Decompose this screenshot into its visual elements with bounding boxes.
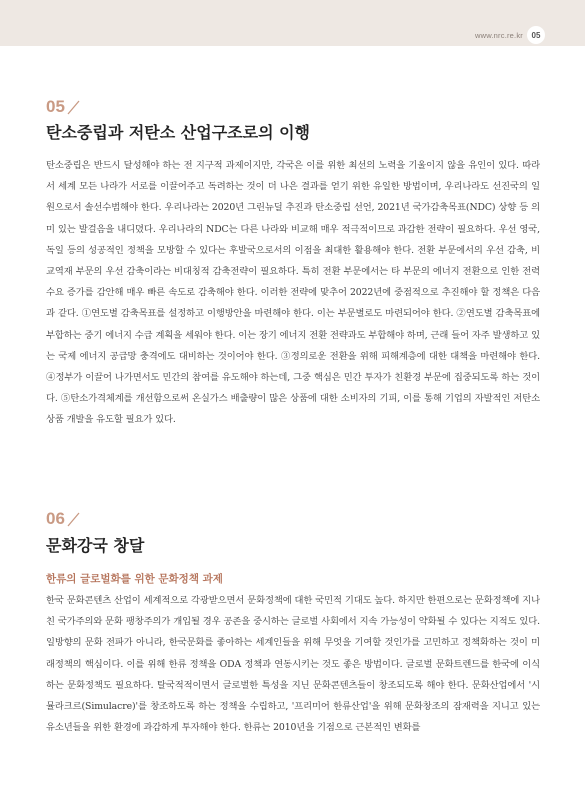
page-number-badge: 05 bbox=[527, 26, 545, 44]
slash-mark-icon bbox=[66, 511, 80, 527]
site-url[interactable]: www.nrc.re.kr bbox=[474, 31, 523, 40]
section-number-digits: 05 bbox=[46, 97, 65, 116]
section-subtitle-06: 한류의 글로벌화를 위한 문화정책 과제 bbox=[46, 573, 223, 585]
section-title-05: 탄소중립과 저탄소 산업구조로의 이행 bbox=[46, 123, 311, 142]
section-number-06 bbox=[46, 510, 80, 527]
section-number-digits: 06 bbox=[46, 509, 65, 528]
section-number-05 bbox=[46, 98, 80, 115]
section-title-06: 문화강국 창달 bbox=[46, 536, 145, 555]
slash-mark-icon bbox=[66, 99, 80, 115]
section-body-05: 탄소중립은 반드시 달성해야 하는 전 지구적 과제이지만, 각국은 이를 위한 최선의 노력을 기울이지 않을 유인이 있다. 따라서 세계 모든 나라가 서로를 이끌어주고 독려하는 것이 더 나은 결과를 얻기 위한 유일한 방법이며, 우리나라도 선진국의 일원으로서 솔선수범해야 한다. 우리나라는 2020년 그린뉴딜 추진과 탄소중립 선언, 2021년 국가감축목표(NDC) 상향 등 의미 있는 발걸음을 내디뎠다. 우리나라의 NDC는 다른 나라와 비교해 매우 적극적이므로 과감한 전략이 필요하다. 우선 영국, 독일 등의 성공적인 정책을 모방할 수 있다는 후발국으로서의 이점을 최대한 활용해야 한다. 전환 부문에서의 우선 감축, 비교역재 부문의 우선 감축이라는 비대칭적 감축전략이 필요하다. 특히 전환 부문에서는 타 부문의 에너지 전환으로 인한 전력수요 증가를 감안해 매우 빠른 속도로 감축해야 한다. 이러한 전략에 맞추어 2022년에 중점적으로 추진해야 할 정책은 다음과 같다. ①연도별 감축목표를 설정하고 이행방안을 마련해야 한다. 이는 부문별로도 마련되어야 한다. ②연도별 감축목표에 부합하는 중기 에너지 수급 계획을 세워야 한다. 이는 장기 에너지 전환 전략과도 부합해야 하며, 근래 들어 자주 발생하고 있는 국제 에너지 공급망 충격에도 대비하는 것이어야 한다. ③정의로운 전환을 위해 피해계층에 대한 대책을 마련해야 한다. ④정부가 이끌어 나가면서도 민간의 참여를 유도해야 하는데, 그중 핵심은 민간 투자가 친환경 부문에 집중되도록 하는 것이다. ⑤탄소가격체계를 개선함으로써 온실가스 배출량이 많은 상품에 대한 소비자의 기피, 이를 통해 기업의 자발적인 저탄소 상품 개발을 유도할 필요가 있다. bbox=[46, 160, 540, 426]
section-body-06: 한국 문화콘텐츠 산업이 세계적으로 각광받으면서 문화정책에 대한 국민적 기대도 높다. 하지만 한편으로는 문화정책에 지나친 국가주의와 문화 팽창주의가 개입될 경우 공존을 중시하는 글로벌 사회에서 지속 가능성이 약화될 수 있다는 지적도 있다. 일방향의 문화 전파가 아니라, 한국문화를 좋아하는 세계인들을 위해 무엇을 기여할 것인가를 고민하고 정책화하는 것이 미래정책의 핵심이다. 이를 위해 한류 정책을 ODA 정책과 연동시키는 것도 좋은 방법이다. 글로벌 문화트렌드를 한국에 이식하는 문화정책도 필요하다. 탈국적적이면서 글로벌한 특성을 지닌 문화콘텐츠들이 창조되도록 해야 한다. 문화산업에서 '시뮬라크르(Simulacre)'를 창조하도록 하는 정책을 수립하고, '프리미어 한류산업'을 위해 문화창조의 잠재력을 지니고 있는 유소년들을 위한 환경에 과감하게 투자해야 한다. 한류는 2010년을 기점으로 근본적인 변화를 bbox=[46, 595, 540, 734]
